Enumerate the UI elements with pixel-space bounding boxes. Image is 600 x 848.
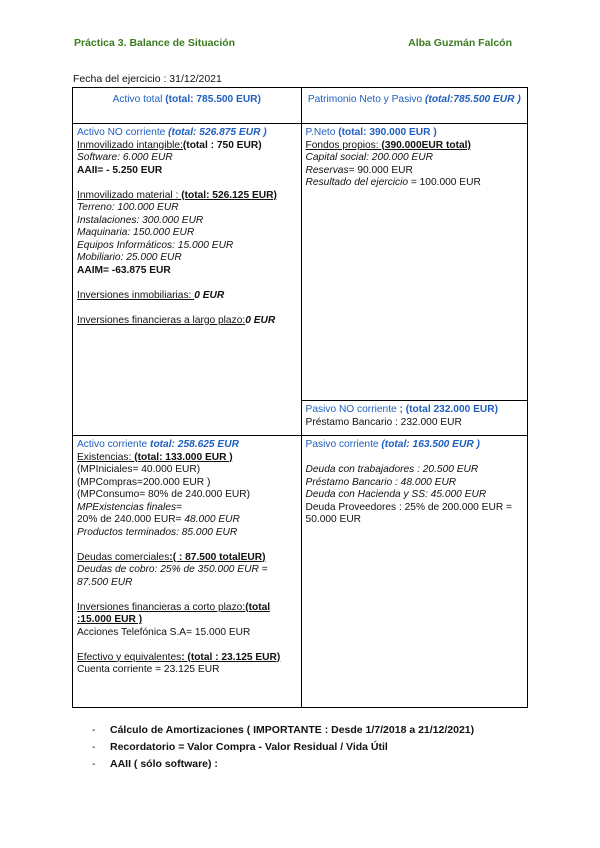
hacienda-line: Deuda con Hacienda y SS: 45.000 EUR [305, 489, 487, 500]
bullet-aaii: - AAII ( sólo software) : [92, 758, 218, 770]
header-title: Práctica 3. Balance de Situación [74, 37, 236, 49]
table-header-row [73, 88, 528, 124]
activo-total-label: Activo total [112, 94, 166, 105]
equipos-line: Equipos Informáticos: 15.000 EUR [77, 239, 234, 251]
pc-prestamo-line: Préstamo Bancario : 48.000 EUR [305, 476, 457, 488]
fecha-ejercicio: Fecha del ejercicio : 31/12/2021 [73, 73, 222, 85]
intangible-heading: Inmovilizado intangible:(total : 750 EUR) [77, 139, 262, 151]
header-author: Alba Guzmán Falcón [408, 37, 512, 49]
pc-heading: Pasivo corriente (total: 163.500 EUR ) [305, 439, 480, 450]
acciones-line: Acciones Telefónica S.A= 15.000 EUR [77, 626, 251, 638]
corriente-row [73, 436, 528, 708]
maquinaria-line: Maquinaria: 150.000 EUR [77, 227, 195, 238]
software-line: Software: 6.000 EUR [77, 152, 173, 163]
efectivo-heading: Efectivo y equivalentes: (total : 23.125 EUR) [77, 651, 281, 663]
terreno-line: Terreno: 100.000 EUR [77, 202, 179, 213]
pasivo-total-cell [301, 88, 527, 124]
activo-total-cell [73, 88, 302, 124]
pasivo-total-label: Patrimonio Neto y Pasivo [307, 94, 426, 105]
inmobiliarias-line: Inversiones inmobiliarias: 0 EUR [77, 289, 225, 301]
reservas-line: Reservas= 90.000 EUR [305, 164, 413, 176]
bullet-recordatorio: - Recordatorio = Valor Compra - Valor Residual / Vida Útil [92, 741, 388, 753]
mpef-line: MPExistencias finales= [77, 501, 183, 513]
aaim-line: AAIM= -63.875 EUR [77, 264, 171, 276]
no-corriente-row [73, 124, 528, 401]
productos-line: Productos terminados: 85.000 EUR [77, 526, 238, 538]
trabajadores-line: Deuda con trabajadores : 20.500 EUR [305, 464, 479, 475]
largo-plazo-line: Inversiones financieras a largo plazo:0 EUR [77, 314, 276, 326]
deudas-detail: Deudas de cobro: 25% de 350.000 EUR = 87.500 EUR [77, 564, 268, 588]
bullet-list [92, 724, 474, 775]
proveedores-line: Deuda Proveedores : 25% de 200.000 EUR = 50.000 EUR [305, 501, 512, 525]
pnc-heading: Pasivo NO corriente ; (total 232.000 EUR) [305, 404, 499, 415]
cuenta-corriente-line: Cuenta corriente = 23.125 EUR [77, 664, 220, 675]
fondos-propios-heading: Fondos propios: (390.000EUR total) [305, 139, 471, 151]
resultado-line: Resultado del ejercicio = 100.000 EUR [305, 177, 481, 188]
pn-heading: P.Neto (total: 390.000 EUR ) [305, 127, 437, 138]
activo-no-corriente-cell [73, 124, 302, 436]
mpconsumo-line: (MPConsumo= 80% de 240.000 EUR) [77, 489, 250, 500]
pnc-prestamo-line: Préstamo Bancario : 232.000 EUR [305, 416, 462, 428]
aaii-line: AAII= - 5.250 EUR [77, 164, 163, 176]
activo-corriente-cell [73, 436, 302, 708]
pasivo-total-value: (total:785.500 EUR ) [425, 94, 521, 105]
bullet-amortizaciones: - Cálculo de Amortizaciones ( IMPORTANTE : Desde 1/7/2018 a 21/12/2021) [92, 724, 475, 736]
activo-total-value: (total: 785.500 EUR) [165, 94, 261, 105]
mpi-line: (MPIniciales= 40.000 EUR) [77, 464, 201, 475]
mpef-calc-line: 20% de 240.000 EUR= 48.000 EUR [77, 514, 240, 525]
anc-heading: Activo NO corriente (total: 526.875 EUR ) [77, 127, 267, 138]
mpc-line: (MPCompras=200.000 EUR ) [77, 476, 211, 488]
existencias-heading: Existencias: (total: 133.000 EUR ) [77, 451, 233, 463]
ac-heading: Activo corriente total: 258.625 EUR [77, 439, 239, 450]
pasivo-no-corriente-cell [301, 401, 527, 436]
deudas-heading: Deudas comerciales:( : 87.500 totalEUR) [77, 551, 266, 563]
patrimonio-neto-cell [301, 124, 527, 401]
balance-table [72, 87, 528, 708]
mobiliario-line: Mobiliario: 25.000 EUR [77, 252, 182, 263]
capital-line: Capital social: 200.000 EUR [305, 152, 433, 163]
pasivo-corriente-cell [301, 436, 527, 708]
material-heading: Inmovilizado material : (total: 526.125 EUR) [77, 189, 277, 201]
corto-plazo-heading: Inversiones financieras a corto plazo:(total :15.000 EUR ) [77, 601, 271, 625]
instalaciones-line: Instalaciones: 300.000 EUR [77, 214, 204, 226]
